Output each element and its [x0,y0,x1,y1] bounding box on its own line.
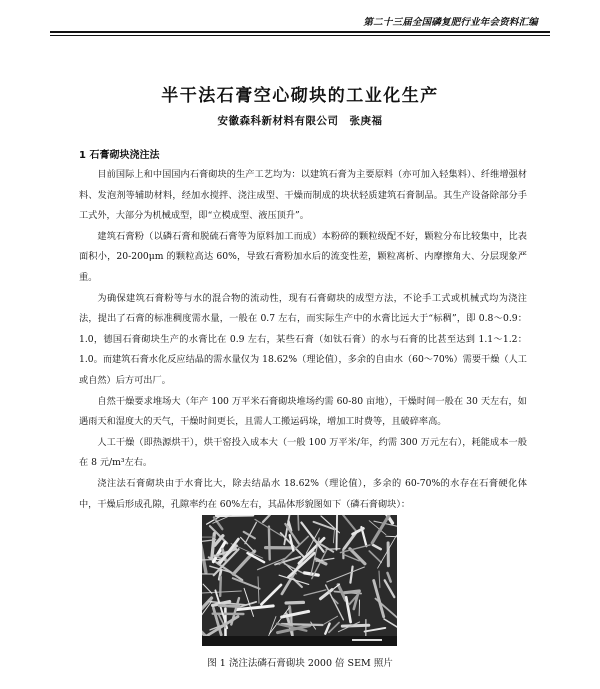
sem-crystal-needle [345,591,359,593]
sem-crystal-needle [342,625,369,626]
figure-caption: 图 1 浇注法磷石膏砌块 2000 倍 SEM 照片 [207,658,393,669]
paragraph-6: 浇注法石膏砌块由于水膏比大，除去结晶水 18.62%（理论值），多余的 60-70%的水存在石膏硬化体中，干燥后形成孔隙，孔隙率约在 60%左右，其晶体形貌图如下（磷石膏砌块）： [79,477,527,510]
header-rule-thin [50,35,550,36]
sem-crystal-needle [282,624,323,625]
sem-crystal-image [202,515,397,646]
article-title: 半干法石膏空心砌块的工业化生产 [161,86,439,106]
paragraph-4: 自然干燥要求堆场大（年产 100 万平米石膏砌块堆场约需 60-80 亩地），干燥时间一般在 30 天左右，如遇雨天和湿度大的天气，干燥时间更长，且需人工搬运码垛，增加工时费等，且破碎率高。 [79,395,527,428]
running-header: 第二十三届全国磷复肥行业年会资料汇编 [363,17,538,28]
section-heading: 1 石膏砌块浇注法 [79,150,160,161]
sem-crystal-needle [269,527,270,560]
paragraph-5: 人工干燥（即热源烘干），烘干窑投入成本大（一般 100 万平米/年，约需 300 万元左右），耗能成本一般在 8 元/m³左右。 [79,436,527,469]
sem-crystal-needle [219,605,239,606]
sem-crystal-needle [220,577,221,596]
header-rule-thick [50,31,550,33]
sem-crystal-needle [216,515,253,516]
paragraph-3: 为确保建筑石膏粉等与水的混合物的流动性，现有石膏砌块的成型方法，不论手工式或机械式均为浇注法，提出了石膏的标准稠度需水量，一般在 0.7 左右，而实际生产中的水膏比远大于“标稠”，即 0.8～0.9：1.0，德国石膏砌块生产的水膏比在 0.9 左右，某些石膏（如钛石膏）的水与石膏的比甚至达到 1.1～1.2：1.0。而建筑石膏水化反应结晶的需水量仅为 18.62%（理论值），多余的自由水（60～70%）需要干燥（人工或自然）后方可出厂。 [79,292,527,386]
paragraph-2: 建筑石膏粉（以磷石膏和脱硫石膏等为原料加工而成）本粉碎的颗粒级配不好，颗粒分布比较集中，比表面积小，20-200μm 的颗粒高达 60%，导致石膏粉加水后的流变性差，颗粒离析、内摩擦角大、分层现象严重。 [79,230,527,283]
sem-crystal-needle [386,536,397,537]
article-body [79,165,527,515]
sem-crystal-needle [298,515,299,530]
sem-crystal-needle [337,515,338,550]
paragraph-1: 目前国际上和中国国内石膏砌块的生产工艺均为：以建筑石膏为主要原料（亦可加入轻集料）、纤维增强材料、发泡剂等辅助材料，经加水搅拌、浇注成型、干燥而制成的块状轻质建筑石膏制品。其生产设备除部分手工式外，大部分为机械成型，即“立模成型、液压顶升”。 [79,169,527,222]
sem-micrograph [202,515,397,646]
sem-crystal-needle [286,602,303,603]
sem-scale-bar [352,639,382,641]
article-author: 安徽森科新材料有限公司 张庚福 [217,115,383,127]
